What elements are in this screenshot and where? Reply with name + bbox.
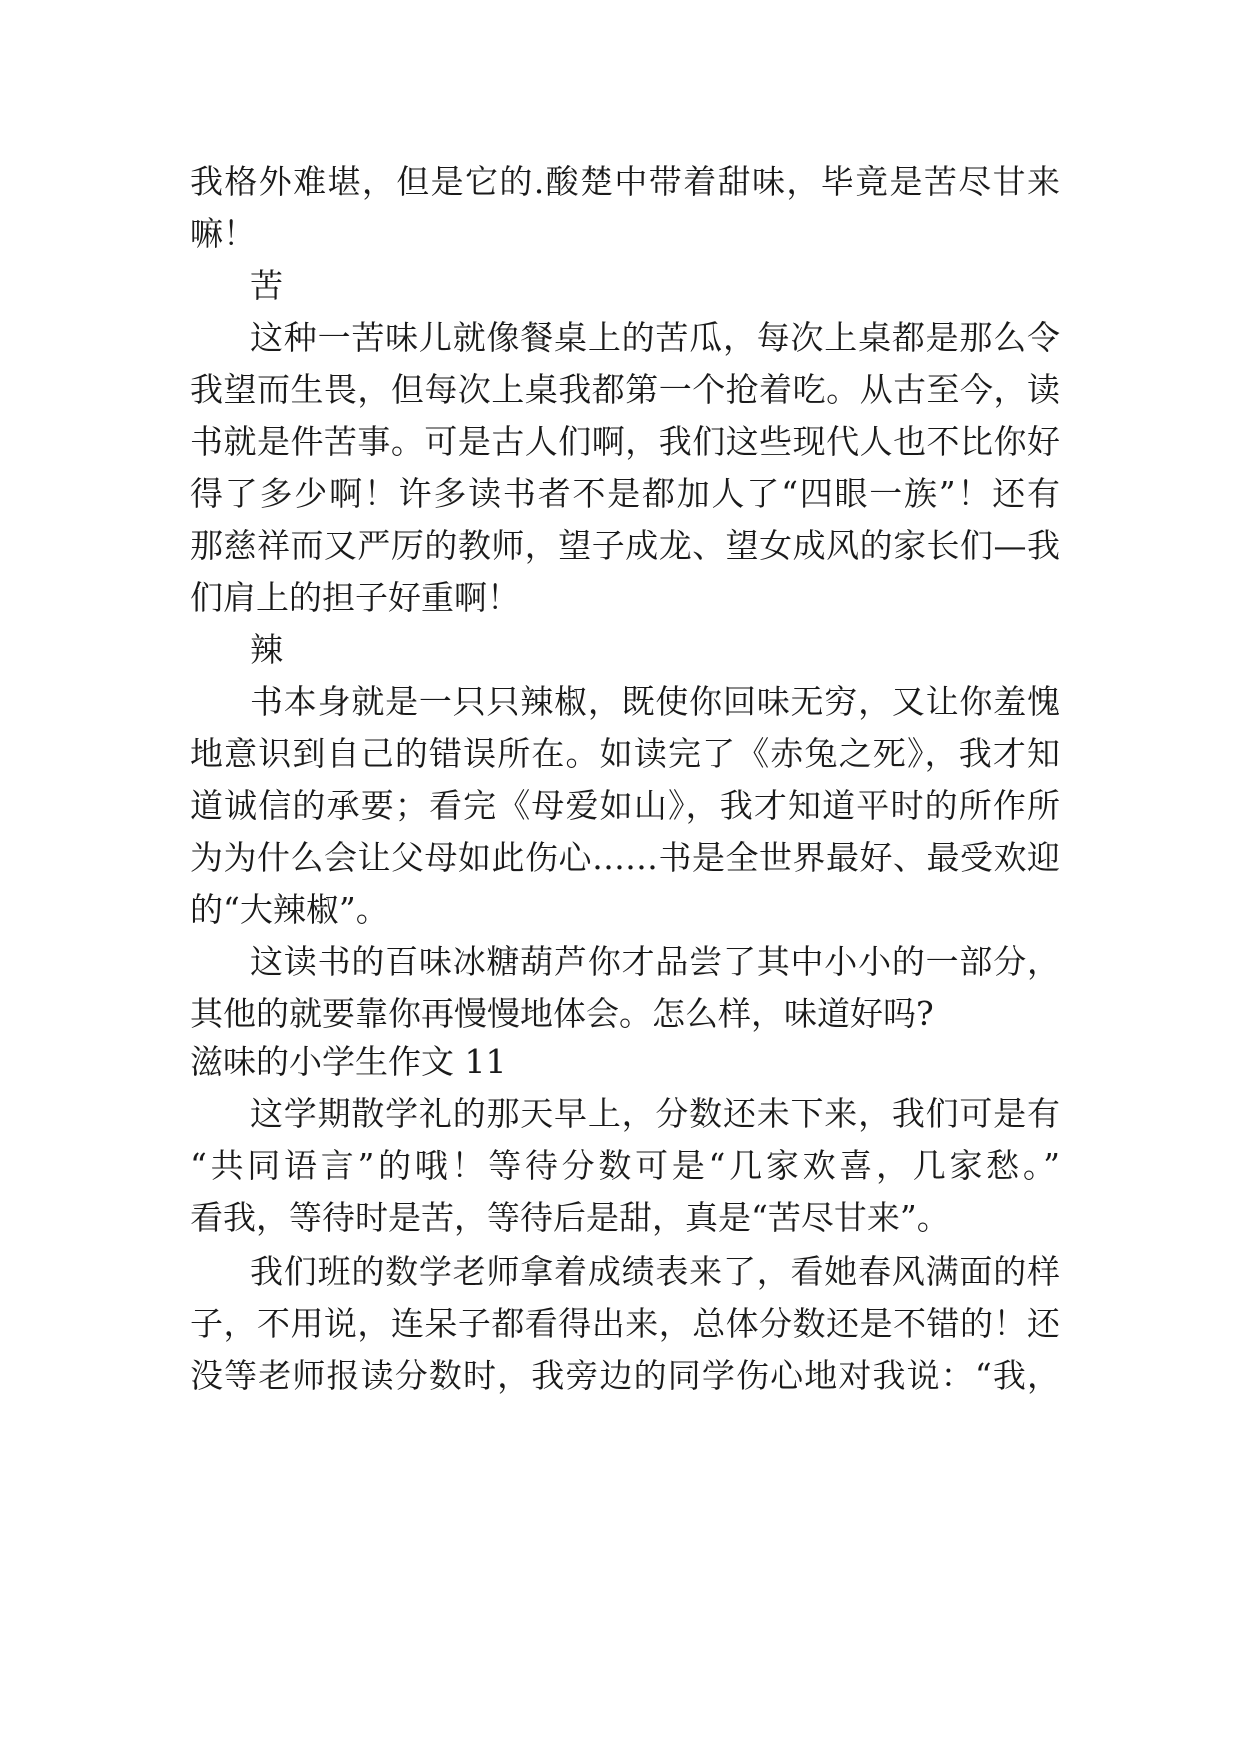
- text-line: 书本身就是一只只辣椒，既使你回味无穷，又让你羞愧: [250, 682, 1060, 721]
- text-line: 的“大辣椒”。: [190, 890, 389, 929]
- text-line: “共同语言”的哦！等待分数可是“几家欢喜，几家愁。”: [190, 1146, 1060, 1185]
- text-line: 那慈祥而又严厉的教师，望子成龙、望女成风的家长们—我: [190, 526, 1060, 565]
- text-line: 道诚信的承要；看完《母爱如山》，我才知道平时的所作所: [190, 786, 1060, 825]
- text-line: 为为什么会让父母如此伤心……书是全世界最好、最受欢迎: [190, 838, 1060, 877]
- text-line: 我们班的数学老师拿着成绩表来了，看她春风满面的样: [250, 1252, 1060, 1291]
- text-line: 这种一苦味儿就像餐桌上的苦瓜，每次上桌都是那么令: [250, 318, 1060, 357]
- text-line: 看我，等待时是苦，等待后是甜，真是“苦尽甘来”。: [190, 1198, 950, 1237]
- text-line: 子，不用说，连呆子都看得出来，总体分数还是不错的！还: [190, 1304, 1060, 1343]
- text-line: 我格外难堪，但是它的.酸楚中带着甜味，毕竟是苦尽甘来: [190, 162, 1060, 201]
- text-line: 们肩上的担子好重啊！: [190, 578, 520, 617]
- text-line: 其他的就要靠你再慢慢地体会。怎么样，味道好吗?: [190, 994, 934, 1033]
- text-line: 地意识到自己的错误所在。如读完了《赤兔之死》，我才知: [190, 734, 1060, 773]
- text-line: 这读书的百味冰糖葫芦你才品尝了其中小小的一部分，: [250, 942, 1060, 981]
- section-heading-spicy: 辣: [250, 630, 283, 669]
- text-line: 书就是件苦事。可是古人们啊，我们这些现代人也不比你好: [190, 422, 1060, 461]
- text-line: 没等老师报读分数时，我旁边的同学伤心地对我说：“我，: [190, 1356, 1060, 1395]
- section-heading-bitter: 苦: [250, 266, 283, 305]
- text-line: 嘛！: [190, 214, 256, 253]
- text-line: 这学期散学礼的那天早上，分数还未下来，我们可是有: [250, 1094, 1060, 1133]
- text-line: 我望而生畏，但每次上桌我都第一个抢着吃。从古至今，读: [190, 370, 1060, 409]
- essay-title: 滋味的小学生作文 11: [190, 1042, 507, 1081]
- text-line: 得了多少啊！许多读书者不是都加人了“四眼一族”！还有: [190, 474, 1060, 513]
